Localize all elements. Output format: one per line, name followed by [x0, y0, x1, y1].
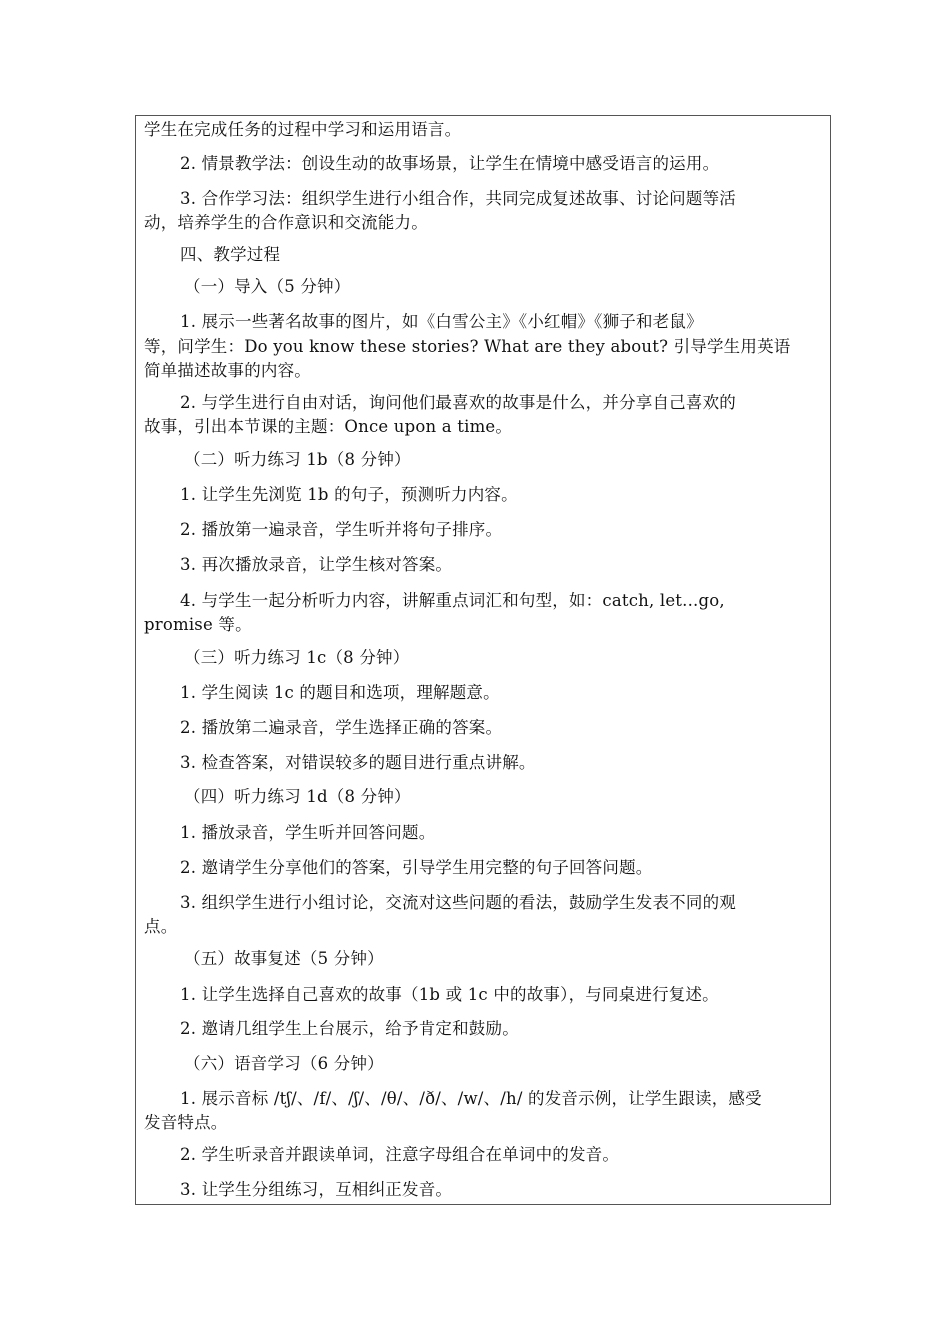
text-line: 故事，引出本节课的主题：Once upon a time。 — [144, 417, 513, 436]
text-line: 3. 组织学生进行小组讨论，交流对这些问题的看法，鼓励学生发表不同的观 — [180, 893, 736, 912]
text-line: 动，培养学生的合作意识和交流能力。 — [144, 213, 428, 232]
text-line: 3. 再次播放录音，让学生核对答案。 — [180, 555, 453, 574]
text-line: 点。 — [144, 917, 178, 936]
content-table-cell — [135, 115, 831, 1205]
text-line: 1. 让学生先浏览 1b 的句子，预测听力内容。 — [180, 485, 518, 504]
text-line: 1. 展示一些著名故事的图片，如《白雪公主》《小红帽》《狮子和老鼠》 — [180, 312, 703, 331]
text-line: 简单描述故事的内容。 — [144, 361, 311, 380]
text-line: 4. 与学生一起分析听力内容，讲解重点词汇和句型，如：catch, let...go, — [180, 591, 725, 610]
text-line: 3. 让学生分组练习，互相纠正发音。 — [180, 1180, 453, 1199]
text-line: 2. 播放第一遍录音，学生听并将句子排序。 — [180, 520, 503, 539]
text-line: 1. 学生阅读 1c 的题目和选项，理解题意。 — [180, 683, 500, 702]
text-line: （五）故事复述（5 分钟） — [184, 949, 384, 968]
text-line: （三）听力练习 1c（8 分钟） — [184, 648, 410, 667]
text-line: 发音特点。 — [144, 1113, 228, 1132]
text-line: 2. 邀请几组学生上台展示，给予肯定和鼓励。 — [180, 1019, 519, 1038]
text-line: 2. 与学生进行自由对话，询问他们最喜欢的故事是什么，并分享自己喜欢的 — [180, 393, 736, 412]
text-line: 1. 让学生选择自己喜欢的故事（1b 或 1c 中的故事），与同桌进行复述。 — [180, 985, 719, 1004]
text-line: 2. 学生听录音并跟读单词，注意字母组合在单词中的发音。 — [180, 1145, 620, 1164]
text-line: （四）听力练习 1d（8 分钟） — [184, 787, 411, 806]
text-line: promise 等。 — [144, 615, 252, 634]
text-line: 3. 检查答案，对错误较多的题目进行重点讲解。 — [180, 753, 536, 772]
text-line: 四、教学过程 — [180, 245, 281, 264]
text-line: 2. 邀请学生分享他们的答案，引导学生用完整的句子回答问题。 — [180, 858, 653, 877]
text-line: 等，问学生：Do you know these stories? What are they about? 引导学生用英语 — [144, 337, 791, 356]
text-line: 2. 情景教学法：创设生动的故事场景，让学生在情境中感受语言的运用。 — [180, 154, 720, 173]
text-line: 2. 播放第二遍录音，学生选择正确的答案。 — [180, 718, 503, 737]
text-line: （一）导入（5 分钟） — [184, 277, 351, 296]
text-line: 1. 展示音标 /tʃ/、/f/、/ʃ/、/θ/、/ð/、/w/、/h/ 的发音示例，让学生跟读，感受 — [180, 1089, 762, 1108]
text-line: （二）听力练习 1b（8 分钟） — [184, 450, 411, 469]
text-line: 3. 合作学习法：组织学生进行小组合作，共同完成复述故事、讨论问题等活 — [180, 189, 736, 208]
text-line: 1. 播放录音，学生听并回答问题。 — [180, 823, 436, 842]
text-line: （六）语音学习（6 分钟） — [184, 1054, 384, 1073]
text-line: 学生在完成任务的过程中学习和运用语言。 — [144, 120, 462, 139]
